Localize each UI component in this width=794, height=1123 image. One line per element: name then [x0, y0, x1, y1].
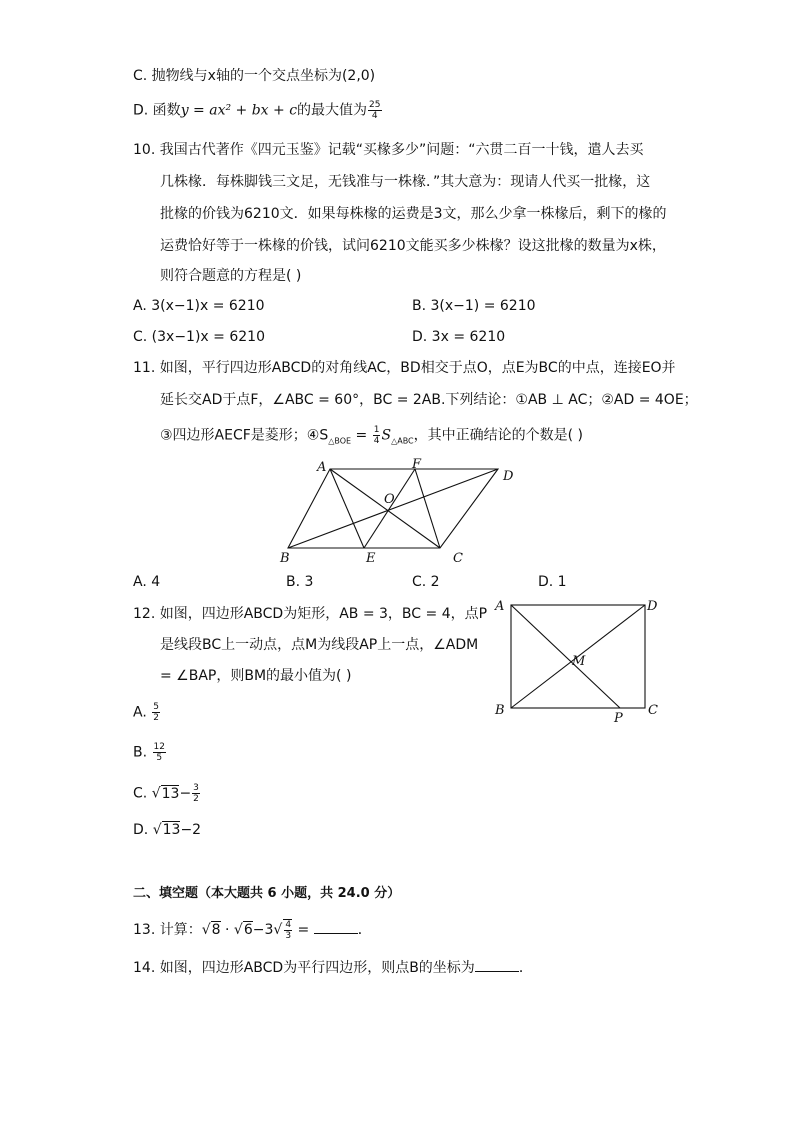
- q12-option-c-minus: −: [179, 785, 192, 802]
- q12-option-d-label: D.: [133, 822, 149, 838]
- fraction-denominator: 4: [371, 111, 378, 121]
- q14-answer-blank: [475, 957, 519, 972]
- q14-end: ．: [518, 960, 533, 976]
- q11-line-3-suffix: ，其中正确结论的个数是( ): [413, 427, 584, 444]
- q12-option-a: [133, 702, 161, 723]
- fraction-denominator: 2: [153, 713, 159, 723]
- fraction-numerator: 25: [369, 100, 381, 110]
- q12-option-b: [133, 742, 167, 763]
- label-e: E: [366, 551, 376, 566]
- q12-option-b-label: B.: [133, 744, 148, 761]
- q12-line-3: = ∠BAP，则BM的最小值为( ): [160, 668, 352, 684]
- fraction-numerator: 5: [153, 702, 159, 712]
- q11-option-c: C. 2: [412, 574, 440, 590]
- label-a: A: [495, 599, 505, 614]
- label-p: P: [614, 711, 623, 726]
- q11-line-3-prefix: ③四边形AECF是菱形；④S: [160, 427, 329, 444]
- q9-option-d-fraction: [368, 100, 381, 121]
- q11-option-a: A. 4: [133, 574, 161, 590]
- fraction-numerator: 12: [153, 742, 165, 752]
- label-b: B: [280, 551, 290, 566]
- q9-option-d-prefix: D. 函数: [133, 102, 181, 119]
- q9-option-d: [133, 100, 383, 121]
- q9-option-c: C. 抛物线与x轴的一个交点坐标为(2,0): [133, 68, 376, 84]
- q13-fraction: [283, 919, 292, 941]
- q13-prefix: 13. 计算：: [133, 922, 202, 938]
- label-m: M: [572, 654, 586, 669]
- q10-line-2: 几株椽．每株脚钱三文足，无钱准与一株椽．”其大意为：现请人代买一批椽，这: [160, 174, 651, 190]
- q10-line-1: 10. 我国古代著作《四元玉鉴》记载“买椽多少”问题：“六贯二百一十钱，遣人去买: [133, 142, 644, 158]
- q10-line-3: 批椽的价钱为6210文．如果每株椽的运费是3文，那么少拿一株椽后，剩下的椽的: [160, 206, 667, 222]
- q12-option-c-label: C.: [133, 785, 148, 802]
- sqrt-sign: √: [152, 822, 162, 838]
- q12-option-d-tail: −2: [180, 822, 202, 838]
- fraction-denominator: 2: [193, 794, 199, 804]
- q14-line: [133, 957, 533, 978]
- sqrt-sign: √: [273, 922, 283, 938]
- q13-dot: ·: [220, 922, 234, 938]
- segment-fc: [415, 469, 440, 548]
- q12-line-1: 12. 如图，四边形ABCD为矩形，AB = 3，BC = 4，点P: [133, 606, 488, 622]
- sqrt-sign: √: [151, 785, 161, 802]
- q12-option-b-fraction: [153, 742, 166, 763]
- q13-radicand-1: 8: [211, 922, 221, 938]
- label-b: B: [495, 703, 505, 718]
- sqrt-sign: √: [233, 922, 243, 938]
- q14-text: 14. 如图，四边形ABCD为平行四边形，则点B的坐标为: [133, 960, 475, 976]
- q13-minus-three: −3: [252, 922, 274, 938]
- q12-line-2: 是线段BC上一动点，点M为线段AP上一点，∠ADM: [160, 637, 479, 653]
- q10-option-b: B. 3(x−1) = 6210: [412, 298, 536, 314]
- q13-answer-blank: [314, 919, 358, 934]
- q12-option-c-fraction: [192, 783, 200, 804]
- q13-equals: =: [293, 922, 314, 938]
- q11-line-1: 11. 如图，平行四边形ABCD的对角线AC，BD相交于点O，点E为BC的中点，连接EO并: [133, 360, 676, 376]
- q12-option-c: [133, 783, 201, 804]
- fraction-denominator: 3: [285, 931, 292, 941]
- q10-line-5: 则符合题意的方程是( ): [160, 268, 302, 284]
- q11-option-d: D. 1: [538, 574, 567, 590]
- fraction-denominator: 4: [373, 436, 380, 446]
- label-c: C: [648, 703, 658, 718]
- fraction-numerator: 4: [285, 920, 292, 930]
- segment-ap: [511, 605, 620, 708]
- fraction-numerator: 1: [373, 425, 380, 435]
- fraction-denominator: 5: [156, 753, 163, 763]
- q10-option-c: C. (3x−1)x = 6210: [133, 329, 265, 345]
- q9-option-d-formula: y = ax² + bx + c: [180, 102, 298, 119]
- q9-option-d-mid: 的最大值为: [297, 102, 368, 119]
- q11-equals: =: [351, 427, 372, 444]
- q11-line-3: [160, 425, 583, 451]
- q12-option-d-radicand: 13: [162, 822, 181, 838]
- q12-option-c-radicand: 13: [161, 785, 180, 802]
- sqrt-sign: √: [201, 922, 211, 938]
- q11-sub-boe: △BOE: [328, 436, 352, 446]
- q11-sub-abc: △ABC: [391, 436, 414, 446]
- label-c: C: [453, 551, 463, 566]
- label-d: D: [647, 599, 658, 614]
- segment-ef: [364, 469, 415, 548]
- q10-line-4: 运费恰好等于一株椽的价钱，试问6210文能买多少株椽？设这批椽的数量为x株，: [160, 238, 666, 254]
- fraction-numerator: 3: [193, 783, 199, 793]
- q11-s: S: [381, 427, 392, 444]
- q13-end: ．: [357, 922, 372, 938]
- q10-option-a: A. 3(x−1)x = 6210: [133, 298, 265, 314]
- section-title: 二、填空题（本大题共 6 小题，共 24.0 分）: [133, 886, 401, 901]
- diagonal-bd: [288, 469, 498, 548]
- q12-option-a-fraction: [152, 702, 160, 723]
- label-a: A: [317, 460, 327, 475]
- q11-line-2: 延长交AD于点F，∠ABC = 60°，BC = 2AB.下列结论：①AB ⊥ AC；②AD = 4OE；: [160, 392, 698, 408]
- q13-line: [133, 919, 372, 941]
- q12-option-d: [133, 820, 201, 840]
- q11-parallelogram-figure: [270, 455, 530, 570]
- q10-option-d: D. 3x = 6210: [412, 329, 506, 345]
- q11-option-b: B. 3: [286, 574, 314, 590]
- label-f: F: [412, 457, 422, 472]
- q12-rectangle-figure: [490, 595, 670, 730]
- q11-fraction: [373, 425, 381, 446]
- q13-radicand-2: 6: [243, 922, 253, 938]
- label-o: O: [384, 492, 395, 507]
- q12-option-a-label: A.: [133, 704, 147, 721]
- label-d: D: [503, 469, 514, 484]
